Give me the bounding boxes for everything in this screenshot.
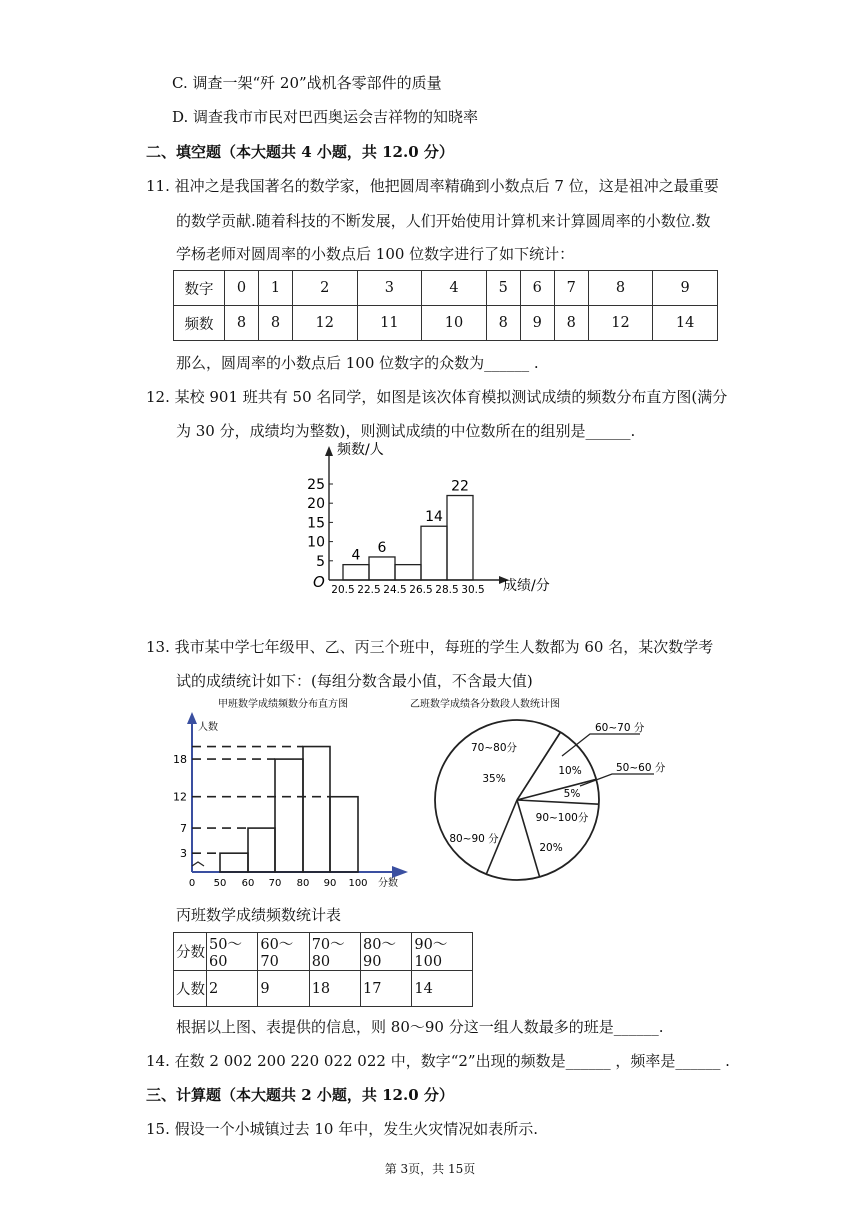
section-2-heading: 二、填空题（本大题共 4 小题，共 12.0 分）: [146, 143, 454, 161]
jia-histogram: [168, 694, 413, 894]
table-cell: 50～60: [207, 933, 258, 971]
q13-table: [173, 932, 473, 1007]
q13-line-2: 试的成绩统计如下：(每组分数含最小值，不含最大值): [176, 672, 533, 690]
y-axis-arrow: [325, 446, 333, 456]
table-cell: 9: [653, 271, 718, 306]
table-cell: 8: [486, 306, 520, 341]
q12-histogram: [295, 440, 565, 600]
table-cell: 9: [258, 971, 309, 1007]
bar-data-label: 14: [425, 509, 443, 526]
table-cell: 0: [225, 271, 259, 306]
table-cell: 18: [309, 971, 360, 1007]
x-axis-label: 成绩/分: [503, 578, 550, 594]
table-cell: 8: [258, 306, 292, 341]
x-tick-label: 20.5: [331, 584, 355, 596]
bar-data-label: 4: [351, 547, 361, 564]
pie-slice-boundary: [517, 800, 599, 804]
y-tick-label: 15: [307, 515, 325, 532]
x-tick-label: 80: [296, 878, 310, 889]
jia-chart-title: 甲班数学成绩频数分布直方图: [218, 699, 348, 710]
slice-label: 80~90 分: [449, 833, 499, 845]
histogram-bar: [220, 853, 248, 872]
x-tick-label: 90: [323, 878, 337, 889]
table-cell: 8: [588, 271, 653, 306]
table-cell: 人数: [174, 971, 207, 1007]
q13-table-title: 丙班数学成绩频数统计表: [176, 906, 342, 924]
table-cell: 9: [520, 306, 554, 341]
table-cell: 8: [554, 306, 588, 341]
bar-data-label: 22: [451, 478, 469, 495]
table-cell: 6: [520, 271, 554, 306]
x-tick-label: 50: [213, 878, 227, 889]
y-tick-label: 5: [316, 553, 325, 570]
leader-line: [562, 734, 640, 756]
q11-line-1: 11. 祖冲之是我国著名的数学家，他把圆周率精确到小数点后 7 位，这是祖冲之最重要: [146, 177, 719, 195]
histogram-bar: [421, 526, 447, 580]
y-axis-label: 人数: [198, 722, 218, 733]
y-tick-label: 20: [307, 496, 325, 513]
x-tick-label: 100: [348, 878, 368, 889]
option-c: C. 调查一架“歼 20”战机各零部件的质量: [172, 74, 442, 92]
table-cell: 分数: [174, 933, 207, 971]
x-tick-label: 24.5: [383, 584, 407, 596]
histogram-bar: [395, 565, 421, 580]
q11-table: [173, 270, 718, 341]
section-3-heading: 三、计算题（本大题共 2 小题，共 12.0 分）: [146, 1086, 454, 1104]
slice-percent: 5%: [563, 788, 581, 800]
y-axis-label: 频数/人: [337, 442, 384, 458]
q11-line-2: 的数学贡献.随着科技的不断发展，人们开始使用计算机来计算圆周率的小数位.数: [176, 212, 711, 230]
x-tick-label: 60: [241, 878, 255, 889]
slice-percent: 10%: [558, 765, 582, 777]
y-tick-label: 7: [180, 822, 187, 836]
table-cell: 11: [357, 306, 422, 341]
table-cell: 频数: [174, 306, 225, 341]
yi-chart-title: 乙班数学成绩各分数段人数统计图: [410, 699, 560, 710]
table-cell: 7: [554, 271, 588, 306]
histogram-bar: [303, 747, 330, 872]
y-tick-label: 3: [180, 847, 187, 861]
yi-pie-chart: [402, 694, 702, 894]
table-cell: 60～70: [258, 933, 309, 971]
origin-label: O: [313, 573, 325, 591]
table-cell: 80～90: [361, 933, 412, 971]
table-cell: 4: [422, 271, 487, 306]
table-cell: 2: [292, 271, 357, 306]
histogram-bar: [369, 557, 395, 580]
y-tick-label: 18: [173, 753, 187, 767]
histogram-bar: [447, 496, 473, 580]
x-tick-label: 28.5: [435, 584, 459, 596]
q12-line-1: 12. 某校 901 班共有 50 名同学，如图是该次体育模拟测试成绩的频数分布直方图(满分: [146, 388, 728, 406]
q12-line-2: 为 30 分，成绩均为整数)，则测试成绩的中位数所在的组别是______.: [176, 422, 636, 440]
table-cell: 12: [292, 306, 357, 341]
table-cell: 1: [258, 271, 292, 306]
table-cell: 17: [361, 971, 412, 1007]
y-axis-arrow: [187, 712, 197, 724]
table-cell: 12: [588, 306, 653, 341]
slice-label: 50~60 分: [616, 762, 666, 774]
x-tick-label: 22.5: [357, 584, 381, 596]
x-tick-label: 26.5: [409, 584, 433, 596]
slice-label: 70~80分: [470, 742, 518, 754]
q11-line-4: 那么，圆周率的小数点后 100 位数字的众数为______ .: [176, 354, 539, 372]
table-cell: 2: [207, 971, 258, 1007]
table-cell: 10: [422, 306, 487, 341]
slice-percent: 35%: [482, 773, 506, 785]
x-tick-label: 0: [188, 878, 196, 889]
slice-label: 60~70 分: [595, 722, 645, 734]
axis-break: [192, 862, 204, 866]
slice-label: 90~100分: [535, 812, 589, 824]
histogram-bar: [275, 759, 303, 872]
q11-line-3: 学杨老师对圆周率的小数点后 100 位数字进行了如下统计：: [176, 245, 575, 263]
histogram-bar: [248, 828, 275, 872]
histogram-bar: [330, 797, 358, 872]
page-footer: 第 3页，共 15页: [384, 1162, 476, 1176]
bar-data-label: 6: [377, 539, 387, 556]
table-cell: 8: [225, 306, 259, 341]
y-tick-label: 25: [307, 477, 325, 493]
q14-line: 14. 在数 2 002 200 220 022 022 中，数字“2”出现的频数是______ ，频率是______ .: [146, 1052, 730, 1070]
q13-line-1: 13. 我市某中学七年级甲、乙、丙三个班中，每班的学生人数都为 60 名，某次数学考: [146, 638, 714, 656]
y-tick-label: 10: [307, 534, 325, 551]
table-cell: 5: [486, 271, 520, 306]
table-cell: 3: [357, 271, 422, 306]
slice-percent: 20%: [539, 842, 563, 854]
q15-line: 15. 假设一个小城镇过去 10 年中，发生火灾情况如表所示.: [146, 1120, 539, 1138]
option-d: D. 调查我市市民对巴西奥运会吉祥物的知晓率: [172, 108, 479, 126]
table-cell: 数字: [174, 271, 225, 306]
table-cell: 90～100: [412, 933, 473, 971]
x-axis-label: 分数: [378, 878, 398, 889]
y-tick-label: 12: [173, 790, 187, 804]
x-tick-label: 30.5: [461, 584, 485, 596]
table-cell: 14: [653, 306, 718, 341]
histogram-bar: [343, 565, 369, 580]
table-cell: 70～80: [309, 933, 360, 971]
q13-line-3: 根据以上图、表提供的信息，则 80～90 分这一组人数最多的班是______.: [176, 1018, 664, 1036]
table-cell: 14: [412, 971, 473, 1007]
x-tick-label: 70: [268, 878, 282, 889]
